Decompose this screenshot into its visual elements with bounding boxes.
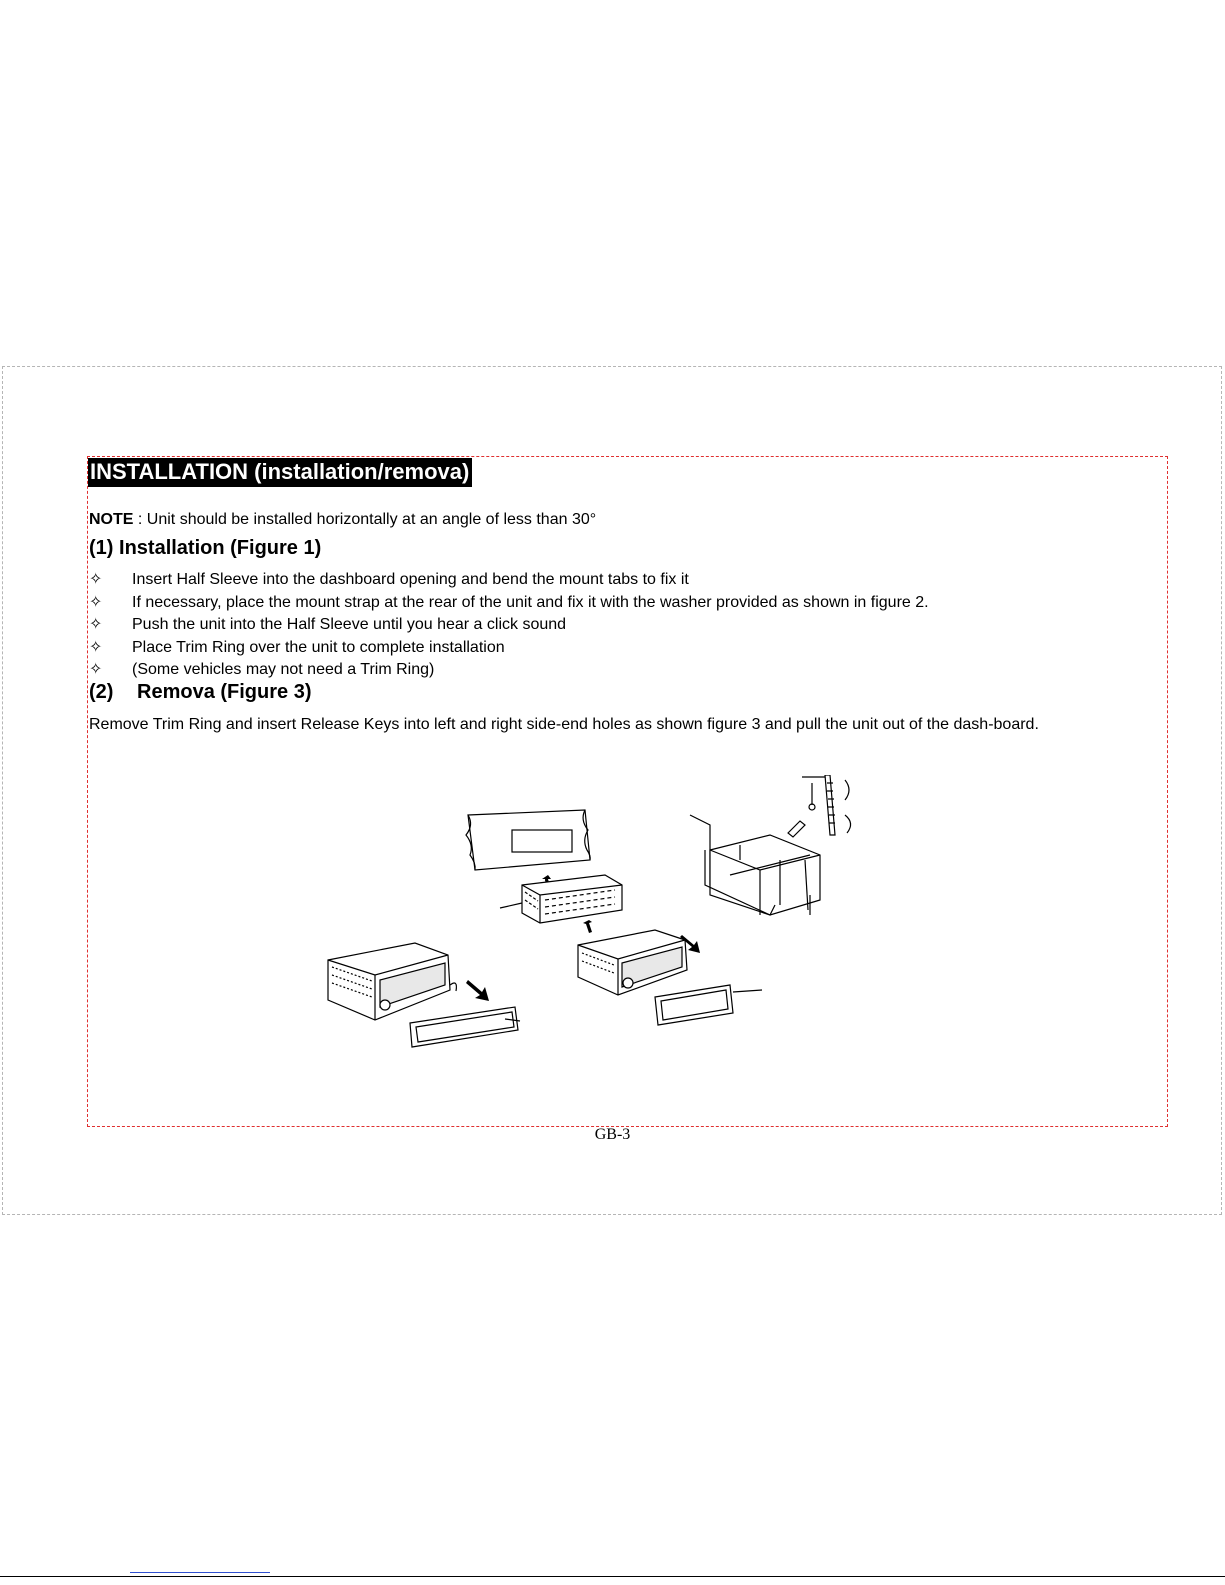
- installation-diagram: [300, 775, 880, 1075]
- callout-line: [500, 903, 522, 908]
- trim-ring-right-drawing: [655, 985, 733, 1025]
- note-paragraph: [89, 510, 596, 530]
- installation-number: (1): [89, 537, 114, 559]
- installation-steps: [89, 569, 929, 682]
- half-sleeve-drawing: [522, 875, 622, 923]
- section-heading: INSTALLATION (installation/remova): [88, 458, 472, 487]
- installation-title: Installation (Figure 1): [119, 537, 322, 559]
- removal-title: Remova (Figure 3): [137, 681, 312, 703]
- list-item: ✧ If necessary, place the mount strap at the rear of the unit and fix it with the washer provided as shown in figure 2.: [89, 592, 929, 615]
- arrow-down-right-icon: [466, 980, 489, 1001]
- removal-number: (2): [89, 681, 114, 703]
- list-item: ✧ (Some vehicles may not need a Trim Ring): [89, 659, 929, 682]
- footer-rule: [0, 1576, 1225, 1577]
- removal-paragraph: Remove Trim Ring and insert Release Keys into left and right side-end holes as shown figure 3 and pull the unit out of the dash-board.: [89, 716, 1039, 733]
- four-point-star-icon: ✧: [89, 593, 103, 611]
- note-label: NOTE: [89, 511, 134, 528]
- list-item: ✧ Place Trim Ring over the unit to complete installation: [89, 637, 929, 660]
- callout-line: [733, 990, 762, 992]
- four-point-star-icon: ✧: [89, 661, 103, 679]
- page-number: GB-3: [594, 1126, 631, 1143]
- four-point-star-icon: ✧: [89, 616, 103, 634]
- list-item: ✧ Push the unit into the Half Sleeve until you hear a click sound: [89, 614, 929, 637]
- mount-strap-drawing: [788, 775, 851, 837]
- note-text: : Unit should be installed horizontally at an angle of less than 30°: [133, 511, 597, 528]
- trim-ring-left-drawing: [410, 1007, 518, 1047]
- list-item: ✧ Insert Half Sleeve into the dashboard opening and bend the mount tabs to fix it: [89, 569, 929, 592]
- four-point-star-icon: ✧: [89, 638, 103, 656]
- head-unit-left-drawing: [328, 943, 456, 1020]
- head-unit-middle-drawing: [578, 930, 687, 995]
- dashboard-opening-drawing: [466, 810, 590, 870]
- four-point-star-icon: ✧: [89, 571, 103, 588]
- installation-subheading: [89, 536, 321, 560]
- removal-subheading: [89, 680, 311, 704]
- footer-link-underline: [130, 1572, 270, 1573]
- arrow-up-icon: [583, 920, 592, 933]
